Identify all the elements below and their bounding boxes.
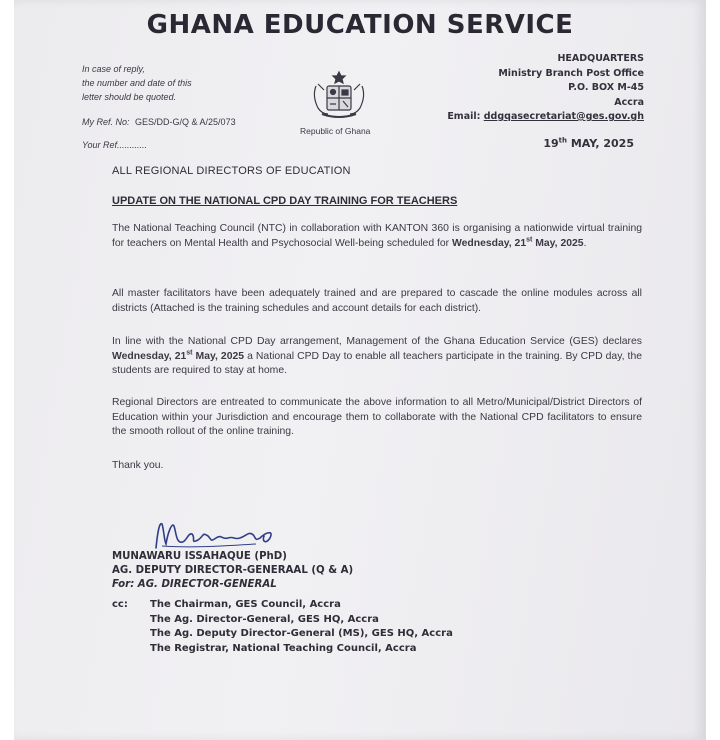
paragraph-3	[112, 335, 642, 379]
cc-recipient: The Ag. Director-General, GES HQ, Accra	[150, 613, 379, 625]
addressee: ALL REGIONAL DIRECTORS OF EDUCATION	[112, 165, 351, 177]
reply-note	[82, 62, 192, 104]
p3-date: Wednesday, 21	[112, 350, 187, 362]
p1-text: The National Teaching Council (NTC) in collaboration with KANTON 360 is organising a nationwide virtual training for teachers on Mental Health and Psychosocial Well-being scheduled for	[112, 223, 642, 249]
hq-address	[447, 52, 644, 125]
email-link[interactable]: ddgqasecretariat@ges.gov.gh	[483, 111, 644, 122]
hq-line: P.O. BOX M-45	[568, 82, 644, 93]
date-suffix: th	[558, 136, 567, 145]
signatory-for: For: AG. DIRECTOR-GENERAL	[112, 579, 277, 590]
date-rest: MAY, 2025	[566, 137, 634, 150]
p3-date-rest: May, 2025	[192, 350, 245, 362]
my-ref	[82, 117, 236, 127]
coat-of-arms-icon	[310, 70, 368, 122]
reply-note-line: In case of reply,	[82, 64, 145, 74]
date-day: 19	[543, 137, 559, 150]
hq-line: Ministry Branch Post Office	[498, 67, 644, 79]
paragraph-4: Regional Directors are entreated to communicate the above information to all Metro/Municipal/District Directors of Education within your Jurisdiction and encourage them to collaborate with the National CPD facilitators to ensure the smooth rollout of the online training.	[112, 397, 642, 437]
cc-recipient: The Registrar, National Teaching Council, Accra	[150, 642, 417, 654]
my-ref-value: GES/DD-G/Q & A/25/073	[135, 117, 236, 127]
signatory-block	[112, 550, 353, 592]
paragraph-2: All master facilitators have been adequately trained and are prepared to cascade the online modules across all districts (Attached is the training schedules and account details for each district).	[112, 288, 642, 314]
reply-note-line: letter should be quoted.	[82, 92, 177, 102]
p1-date-suffix: st	[526, 236, 533, 244]
cc-recipient: The Ag. Deputy Director-General (MS), GES HQ, Accra	[150, 628, 453, 640]
reply-note-line: the number and date of this	[82, 78, 192, 88]
email-label: Email:	[447, 111, 481, 122]
your-ref: Your Ref............	[82, 140, 148, 150]
p1-date: Wednesday, 21	[452, 237, 527, 249]
cc-label: cc:	[112, 599, 128, 610]
email-line	[447, 110, 644, 125]
signatory-role: AG. DEPUTY DIRECTOR-GENERAAL (Q & A)	[112, 565, 354, 576]
letter-date	[543, 137, 634, 150]
p3-text-end: a National CPD Day to enable all teachers participate in the training. By CPD day, the students are required to stay at home.	[112, 350, 642, 376]
hq-line: Accra	[614, 96, 644, 108]
letterhead-title: GHANA EDUCATION SERVICE	[146, 10, 574, 40]
my-ref-label: My Ref. No:	[82, 117, 130, 127]
closing: Thank you.	[112, 460, 164, 471]
subject-line: UPDATE ON THE NATIONAL CPD DAY TRAINING FOR TEACHERS	[112, 195, 458, 207]
republic-of-ghana: Republic of Ghana	[300, 126, 371, 136]
p1-date-rest: May, 2025	[532, 237, 584, 249]
paragraph-1	[112, 222, 642, 251]
cc-recipient: The Chairman, GES Council, Accra	[150, 599, 341, 610]
letter-page	[14, 0, 706, 740]
p1-end: .	[583, 237, 587, 249]
cc-list	[150, 598, 453, 656]
signature-image	[152, 518, 282, 552]
p3-date-suffix: st	[186, 349, 193, 357]
signatory-name: MUNAWARU ISSAHAQUE (PhD)	[112, 551, 287, 562]
hq-line: HEADQUARTERS	[557, 53, 644, 64]
p3-text: In line with the National CPD Day arrangement, Management of the Ghana Education Service (GES) declares	[112, 336, 642, 347]
